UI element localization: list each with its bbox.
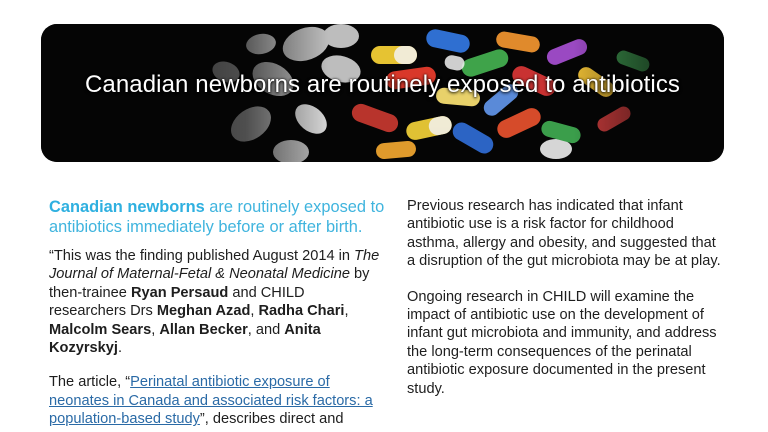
lead-text: are routinely exposed to antibiotics immediately before or after birth. <box>49 198 385 236</box>
author-name: Anita Kozyrskyj <box>49 321 321 357</box>
hero-banner <box>41 24 724 162</box>
paragraph-ongoing-research: Ongoing research in CHILD will examine the impact of antibiotic use on the development of infant gut microbiota and immunity, and address the long-term consequences of the perinatal antibiotic exposure documented in the present study. <box>407 288 717 397</box>
paragraph-finding <box>49 247 385 357</box>
paragraph-article <box>49 373 385 428</box>
author-name: Allan Becker <box>159 321 248 338</box>
lead-highlight: Canadian newborns <box>49 198 205 216</box>
finding-text-c: and CHILD researchers Drs <box>49 284 305 320</box>
author-name: Malcolm Sears <box>49 321 152 338</box>
article-link[interactable]: Perinatal antibiotic exposure of neonates in Canada and associated risk factors: a population-based study <box>49 374 373 428</box>
article-text-b: ”, describes direct and <box>199 411 344 428</box>
paragraph-previous-research: Previous research has indicated that infant antibiotic use is a risk factor for childhood asthma, allergy and obesity, and suggested that a disruption of the gut microbiota may be at play. <box>407 198 721 270</box>
separator: , and <box>247 321 285 338</box>
author-name: Radha Chari <box>258 303 345 320</box>
left-column <box>49 197 385 432</box>
right-column <box>407 197 725 415</box>
separator: , <box>344 303 349 320</box>
article-text-a: The article, “ <box>49 374 131 391</box>
lead-paragraph <box>49 197 385 237</box>
period: . <box>117 340 123 357</box>
page-title: Canadian newborns are routinely exposed to antibiotics <box>84 71 681 98</box>
author-name: Ryan Persaud <box>130 284 229 301</box>
separator: , <box>151 321 160 338</box>
separator: , <box>250 303 259 320</box>
journal-title: The Journal of Maternal-Fetal & Neonatal Medicine <box>49 248 380 283</box>
author-name: Meghan Azad <box>156 303 251 320</box>
finding-text-a: “This was the finding published August 2014 in <box>49 248 355 264</box>
finding-text-b: by then-trainee <box>49 266 370 301</box>
